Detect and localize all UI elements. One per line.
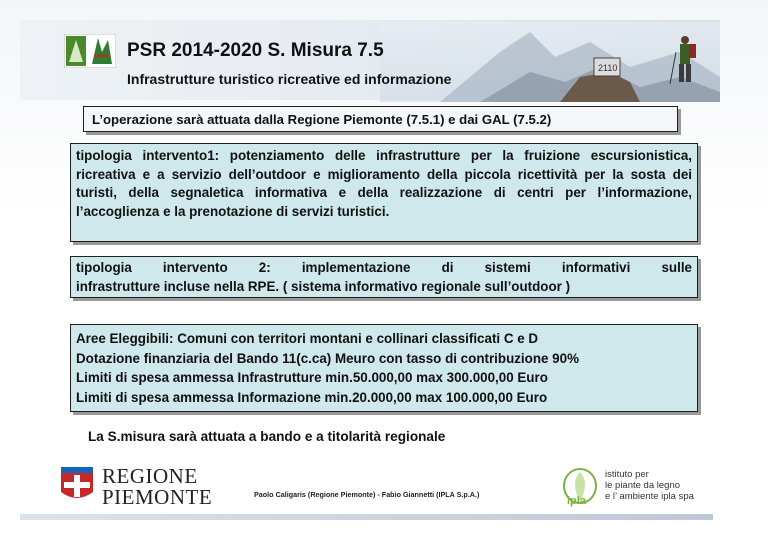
details-line: Dotazione finanziaria del Bando 11(c.ca) Meuro con tasso di contribuzione 90%	[76, 350, 579, 366]
regione-piemonte-wordmark	[102, 466, 212, 508]
details-line: Limiti di spesa ammessa Infrastrutture min.50.000,00 max 300.000,00 Euro	[76, 370, 548, 385]
ipla-mark: ipla	[567, 495, 586, 507]
slide-title: PSR 2014-2020 S. Misura 7.5	[127, 40, 384, 61]
ipla-leaf-logo	[560, 468, 600, 508]
footer-credits: Paolo Caligaris (Regione Piemonte) - Fabio Giannetti (IPLA S.p.A.)	[254, 490, 480, 499]
intervention-2-box	[70, 256, 698, 298]
ipla-line-3: e l’ ambiente ipla spa	[605, 491, 694, 502]
regione-line-2: PIEMONTE	[102, 485, 213, 509]
details-box	[70, 324, 698, 412]
regione-line-1: REGIONE	[102, 464, 198, 488]
operation-box: L’operazione sarà attuata dalla Regione Piemonte (7.5.1) e dai GAL (7.5.2)	[83, 106, 678, 132]
ipla-line-2: le piante da legno	[605, 480, 681, 491]
intervention-2-line-1: tipologia intervento 2: implementazione di sistemi informativi sulle	[76, 260, 692, 275]
sign-number: 2110	[598, 63, 618, 73]
slide-subtitle: Infrastrutture turistico ricreative ed informazione	[127, 71, 452, 87]
program-logo	[64, 34, 116, 68]
details-line: Aree Eleggibili: Comuni con territori montani e collinari classificati C e D	[76, 331, 539, 346]
intervention-2-line-2: infrastrutture incluse nella RPE. ( sistema informativo regionale sull’outdoor )	[76, 278, 571, 294]
ipla-wordmark	[605, 469, 694, 502]
implementation-statement: La S.misura sarà attuata a bando e a titolarità regionale	[88, 429, 446, 444]
ipla-line-1: istituto per	[605, 469, 649, 480]
intervention-1-box: tipologia intervento1: potenziamento delle infrastrutture per la fruizione escursionistica, ricreativa e a servizio dell’outdoor e miglioramento della piccola ricettività per la sosta dei turisti, della segnaletica informativa e della realizzazione di centri per l’informazione, l’accoglienza e la prenotazione di servizi turistici.	[70, 143, 698, 242]
footer-band	[20, 514, 713, 520]
mountain-hiker-image	[380, 22, 720, 102]
details-line: Limiti di spesa ammessa Informazione min.20.000,00 max 100.000,00 Euro	[76, 389, 548, 405]
regione-piemonte-crest-icon	[60, 466, 94, 504]
